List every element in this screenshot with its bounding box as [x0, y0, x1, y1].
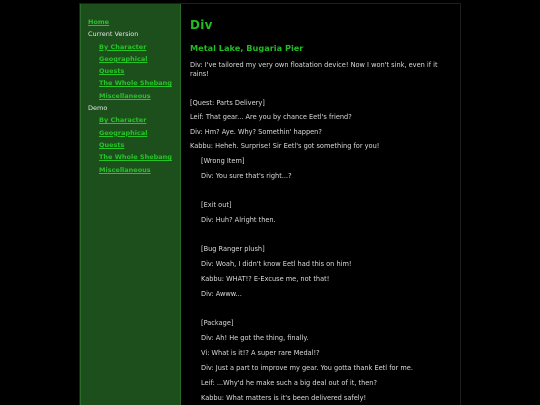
- dialogue-line: Div: Woah, I didn't know Eetl had this on him!: [201, 260, 352, 268]
- sidebar-nav-item: [81, 16, 180, 28]
- sidebar-link-quests[interactable]: Quests: [99, 67, 125, 76]
- dialogue-line: Div: Hm? Aye. Why? Somethin' happen?: [190, 128, 322, 136]
- dialogue-line: [Package]: [201, 319, 234, 327]
- sidebar-link-by-character[interactable]: By Character: [99, 116, 147, 125]
- dialogue-line: [Wrong Item]: [201, 157, 245, 165]
- dialogue-line: [Bug Ranger plush]: [201, 245, 265, 253]
- dialogue-line: Div: Huh? Alright then.: [201, 216, 276, 224]
- dialogue-line: Div: Awww...: [201, 290, 242, 298]
- page-title: Div: [190, 18, 213, 32]
- sidebar-link-miscellaneous[interactable]: Miscellaneous: [99, 165, 151, 174]
- sidebar-nav-item: [81, 90, 180, 102]
- sidebar-section-label: Current Version: [88, 30, 139, 39]
- dialogue-line: [Exit out]: [201, 201, 232, 209]
- dialogue-line: Kabbu: WHAT!? E-Excuse me, not that!: [201, 275, 330, 283]
- sidebar-link-geographical[interactable]: Geographical: [99, 128, 148, 137]
- sidebar-section-label: Demo: [88, 104, 108, 113]
- sidebar-link-geographical[interactable]: Geographical: [99, 54, 148, 63]
- dialogue-line: Div: Just a part to improve my gear. You gotta thank Eetl for me.: [201, 364, 413, 372]
- sidebar-nav-item: [81, 114, 180, 126]
- sidebar-nav: [81, 4, 180, 176]
- sidebar: [80, 4, 181, 405]
- dialogue-line: Div: You sure that's right...?: [201, 172, 292, 180]
- dialogue-line: Kabbu: What matters is it's been delivered safely!: [201, 394, 367, 402]
- dialogue-line: Leif: That gear... Are you by chance Eetl's friend?: [190, 113, 352, 121]
- sidebar-nav-item: [81, 139, 180, 151]
- sidebar-nav-item: [81, 164, 180, 176]
- dialogue-line: Div: I've tailored my very own floatation device! Now I won't sink, even if it rains!: [190, 61, 438, 79]
- dialogue-line: Vi: What is it!? A super rare Medal!?: [201, 349, 320, 357]
- sidebar-link-the-whole-shebang[interactable]: The Whole Shebang: [99, 79, 172, 88]
- sidebar-link-quests[interactable]: Quests: [99, 140, 125, 149]
- sidebar-nav-item: [81, 53, 180, 65]
- sidebar-nav-item: [81, 77, 180, 89]
- sidebar-link-miscellaneous[interactable]: Miscellaneous: [99, 91, 151, 100]
- dialogue-line: Leif: ...Why'd he make such a big deal out of it, then?: [201, 379, 377, 387]
- sidebar-nav-item: [81, 127, 180, 139]
- sidebar-link-by-character[interactable]: By Character: [99, 42, 147, 51]
- sidebar-link-home[interactable]: Home: [88, 18, 110, 26]
- sidebar-nav-item: [81, 65, 180, 77]
- sidebar-nav-item: [81, 151, 180, 163]
- dialogue-line: [Quest: Parts Delivery]: [190, 99, 265, 107]
- dialogue-line: Kabbu: Heheh. Surprise! Sir Eetl's got something for you!: [190, 142, 380, 150]
- location-subtitle: Metal Lake, Bugaria Pier: [190, 43, 304, 53]
- dialogue-line: Div: Ah! He got the thing, finally.: [201, 334, 309, 342]
- sidebar-nav-item: [81, 41, 180, 53]
- main-content: [190, 4, 454, 405]
- sidebar-link-the-whole-shebang[interactable]: The Whole Shebang: [99, 153, 172, 162]
